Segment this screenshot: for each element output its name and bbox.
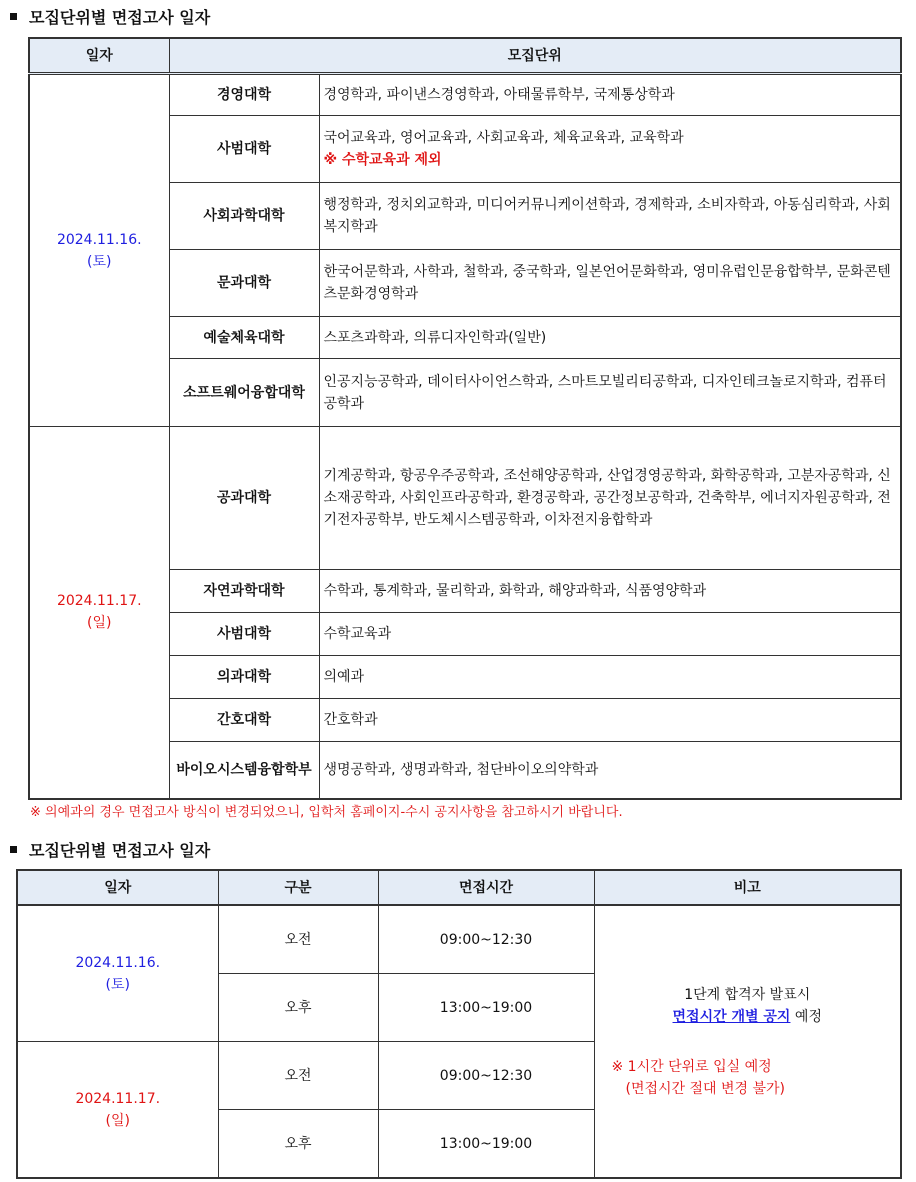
units-cell: 수학교육과 xyxy=(319,613,901,656)
header-session: 구분 xyxy=(218,870,378,905)
date-cell-sat xyxy=(29,74,169,427)
remark-suffix: 예정 xyxy=(790,1008,822,1025)
college-cell: 사범대학 xyxy=(169,613,319,656)
medical-footnote: ※ 의예과의 경우 면접고사 방식이 변경되었으니, 입학처 홈페이지-수시 공지사항을 참고하시기 바랍니다. xyxy=(30,805,623,820)
square-bullet-icon xyxy=(10,13,17,20)
no-change-warning: (면접시간 절대 변경 불가) xyxy=(625,1080,786,1097)
entry-warning: ※ 1시간 단위로 입실 예정 xyxy=(611,1058,772,1075)
college-cell: 소프트웨어융합대학 xyxy=(169,359,319,427)
interview-time-table xyxy=(16,869,902,1179)
college-cell: 사회과학대학 xyxy=(169,183,319,250)
section-title-2 xyxy=(10,838,210,861)
date-text: 2024.11.16. xyxy=(75,954,161,971)
units-text: 국어교육과, 영어교육과, 사회교육과, 체육교육과, 교육학과 xyxy=(323,130,684,146)
units-cell: 스포츠과학과, 의류디자인학과(일반) xyxy=(319,317,901,359)
date-cell-sun xyxy=(17,1042,218,1179)
individual-notice-link: 면접시간 개별 공지 xyxy=(672,1008,791,1025)
units-cell: 기계공학과, 항공우주공학과, 조선해양공학과, 산업경영공학과, 화학공학과, 고분자공학과, 신소재공학과, 사회인프라공학과, 환경공학과, 공간정보공학과, 건축학부, 에너지자원공학과, 전기전자공학부, 반도체시스템공학과, 이차전지융합학과 xyxy=(319,427,901,570)
session-cell: 오후 xyxy=(218,1110,378,1179)
header-units: 모집단위 xyxy=(169,38,901,74)
time-cell: 13:00~19:00 xyxy=(378,974,594,1042)
header-date: 일자 xyxy=(29,38,169,74)
college-cell: 자연과학대학 xyxy=(169,570,319,613)
remark-line xyxy=(596,1006,900,1028)
time-cell: 09:00~12:30 xyxy=(378,905,594,974)
session-cell: 오전 xyxy=(218,905,378,974)
units-cell: 인공지능공학과, 데이터사이언스학과, 스마트모빌리티공학과, 디자인테크놀로지학과, 컴퓨터공학과 xyxy=(319,359,901,427)
college-cell: 예술체육대학 xyxy=(169,317,319,359)
units-cell: 생명공학과, 생명과학과, 첨단바이오의약학과 xyxy=(319,742,901,799)
college-cell: 의과대학 xyxy=(169,656,319,699)
time-cell: 09:00~12:30 xyxy=(378,1042,594,1110)
college-cell: 경영대학 xyxy=(169,74,319,116)
session-cell: 오전 xyxy=(218,1042,378,1110)
units-cell: 한국어문학과, 사학과, 철학과, 중국학과, 일본언어문화학과, 영미유럽인문융합학부, 문화콘텐츠문화경영학과 xyxy=(319,250,901,317)
recruitment-unit-table xyxy=(28,37,902,800)
college-cell: 간호대학 xyxy=(169,699,319,742)
units-cell: 의예과 xyxy=(319,656,901,699)
remark-line: 1단계 합격자 발표시 xyxy=(684,986,811,1003)
section-title-text: 모집단위별 면접고사 일자 xyxy=(29,841,211,860)
college-cell: 공과대학 xyxy=(169,427,319,570)
units-cell: 간호학과 xyxy=(319,699,901,742)
day-text: (토) xyxy=(87,253,112,270)
college-cell: 문과대학 xyxy=(169,250,319,317)
date-text: 2024.11.16. xyxy=(56,231,142,248)
time-cell: 13:00~19:00 xyxy=(378,1110,594,1179)
units-cell: 수학과, 통계학과, 물리학과, 화학과, 해양과학과, 식품영양학과 xyxy=(319,570,901,613)
day-text: (토) xyxy=(105,976,130,993)
remark-cell xyxy=(594,905,901,1178)
college-cell: 사범대학 xyxy=(169,116,319,183)
units-cell: 행정학과, 정치외교학과, 미디어커뮤니케이션학과, 경제학과, 소비자학과, 아동심리학과, 사회복지학과 xyxy=(319,183,901,250)
date-text: 2024.11.17. xyxy=(75,1090,161,1107)
section-title-text: 모집단위별 면접고사 일자 xyxy=(29,8,211,27)
units-cell xyxy=(319,116,901,183)
college-cell: 바이오시스템융합학부 xyxy=(169,742,319,799)
units-cell: 경영학과, 파이낸스경영학과, 아태물류학부, 국제통상학과 xyxy=(319,74,901,116)
day-text: (일) xyxy=(87,615,112,632)
date-cell-sat xyxy=(17,905,218,1042)
date-cell-sun xyxy=(29,427,169,799)
exclusion-note: ※ 수학교육과 제외 xyxy=(323,152,442,168)
section-title-1 xyxy=(10,5,210,28)
day-text: (일) xyxy=(105,1112,130,1129)
header-time: 면접시간 xyxy=(378,870,594,905)
session-cell: 오후 xyxy=(218,974,378,1042)
header-date: 일자 xyxy=(17,870,218,905)
square-bullet-icon xyxy=(10,846,17,853)
header-remark: 비고 xyxy=(594,870,901,905)
date-text: 2024.11.17. xyxy=(56,593,142,610)
